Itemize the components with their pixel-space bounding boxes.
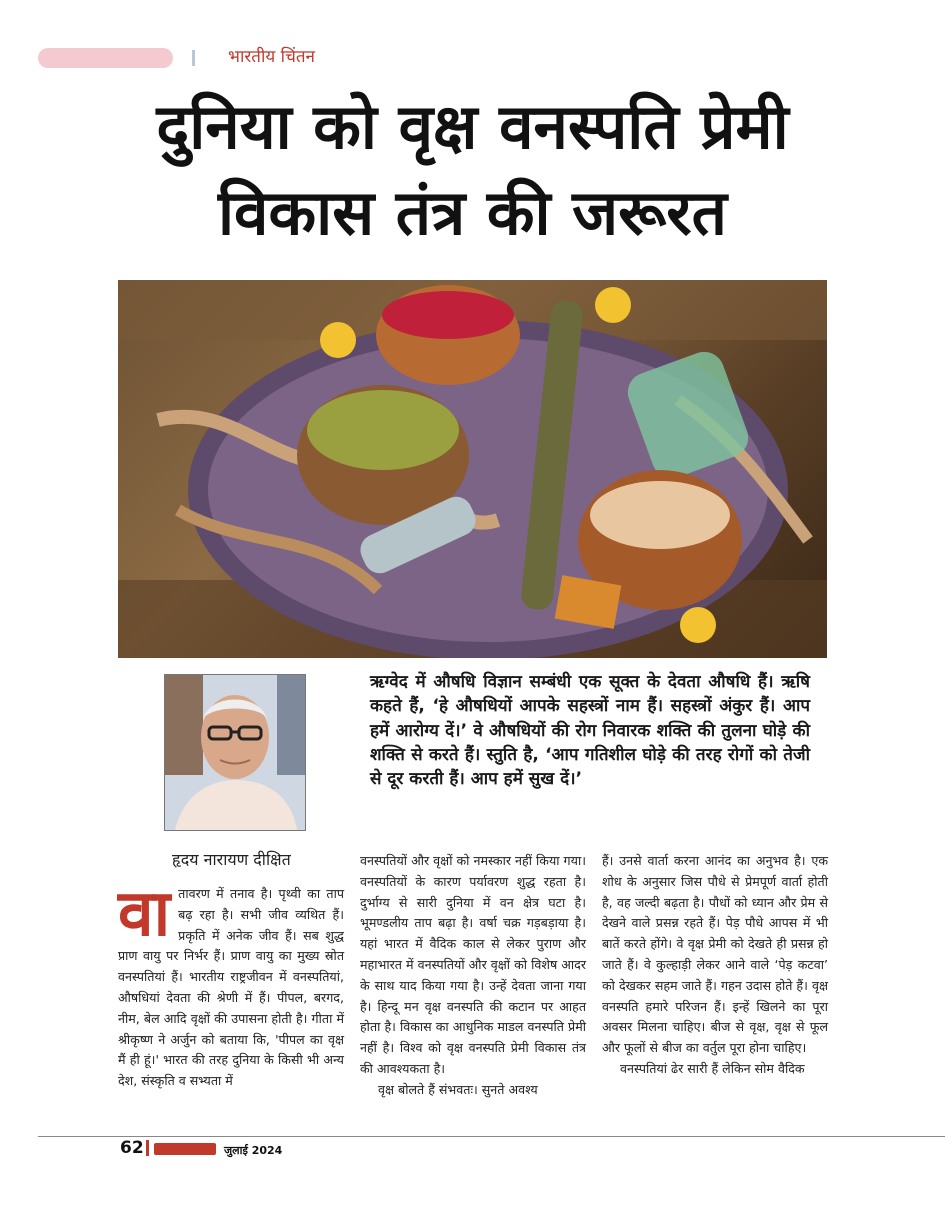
- column-3-paragraph-2: वनस्पतियां ढेर सारी हैं लेकिन सोम वैदिक: [620, 1060, 805, 1076]
- author-photo: [164, 674, 306, 831]
- headline-line-1: दुनिया को वृक्ष वनस्पति प्रेमी: [156, 90, 789, 163]
- magazine-logo: [154, 1143, 216, 1155]
- pull-quote: ऋग्वेद में औषधि विज्ञान सम्बंधी एक सूक्त के देवता औषधि हैं। ऋषि कहते हैं, ‘हे औषधियों आपके सहस्त्रों नाम हैं। सहस्त्रों अंकुर हैं। आप हमें आरोग्य दें।’ वे औषधियों की रोग निवारक शक्ति की तुलना घोड़े की शक्ति से करते हैं। स्तुति है, ‘आप गतिशील घोड़े की तरह रोगों को तेजी से दूर करती हैं। आप हमें सुख दें।’: [370, 672, 810, 790]
- column-1-text: तावरण में तनाव है। पृथ्वी का ताप बढ़ रहा है। सभी जीव व्यथित हैं। प्रकृति में अनेक जीव हैं। सब शुद्ध प्राण वायु पर निर्भर हैं। प्राण वायु का मुख्य स्रोत वनस्पतियां हैं। भारतीय राष्ट्रजीवन में वनस्पतियां, औषधियां देवता की श्रेणी में हैं। पीपल, बरगद, नीम, बेल आदि वृक्षों की उपासना होती है। गीता में श्रीकृष्ण ने अर्जुन को बताया कि, 'पीपल का वृक्ष मैं ही हूं।' भारत की तरह दुनिया के किसी भी अन्य देश, संस्कृति व सभ्यता में: [118, 886, 344, 1089]
- article-column-2: [360, 851, 586, 1101]
- headline-line-2: विकास तंत्र की जरूरत: [218, 176, 727, 249]
- hero-image-herbs: [118, 280, 827, 658]
- article-column-3: [602, 851, 828, 1080]
- section-label: भारतीय चिंतन: [228, 47, 315, 67]
- article-column-1: [118, 877, 344, 1092]
- column-2-paragraph-2: वृक्ष बोलते हैं संभवतः। सुनते अवश्य: [378, 1081, 538, 1097]
- footer-divider: [38, 1136, 945, 1137]
- drop-cap: वा: [118, 877, 171, 951]
- section-pill: [38, 48, 173, 68]
- column-2-paragraph-1: वनस्पतियों और वृक्षों को नमस्कार नहीं किया गया। वनस्पतियों के कारण पर्यावरण शुद्ध रहता है। दुर्भाग्य से सारी दुनिया में वन क्षेत्र घटा है। भूमण्डलीय ताप बढ़ा है। वर्षा चक्र गड़बड़ाया है। यहां भारत में वैदिक काल से लेकर पुराण और महाभारत में वनस्पतियों और वृक्षों को विशेष आदर के साथ याद किया गया है। उन्हें देवता जाना गया है। हिन्दू मन वृक्ष वनस्पति की कटान पर आहत होता है। विकास का आधुनिक माडल वनस्पति प्रेमी नहीं है। विश्व को वृक्ष वनस्पति प्रेमी विकास तंत्र की आवश्यकता है।: [360, 853, 586, 1076]
- author-name: हृदय नारायण दीक्षित: [172, 850, 291, 869]
- column-3-paragraph-1: हैं। उनसे वार्ता करना आनंद का अनुभव है। एक शोध के अनुसार जिस पौधे से प्रेमपूर्ण वार्ता होती है, वह जल्दी बढ़ता है। पौधों को ध्यान और प्रेम से देखने वाले प्रसन्न रहते हैं। पेड़ पौधे आपस में भी बातें करते होंगे। वे वृक्ष प्रेमी को देखते ही प्रसन्न हो जाते हैं। वे कुल्हाड़ी लेकर आने वाले ‘पेड़ कटवा’ को देखकर सहम जाते हैं। गहन उदास होते हैं। वृक्ष वनस्पति हमारे परिजन हैं। इन्हें खिलने का पूरा अवसर मिलना चाहिए। बीज से वृक्ष, वृक्ष से फूल और फूलों से बीज का वर्तुल पूरा होना चाहिए।: [602, 853, 828, 1056]
- page-number: 62: [120, 1138, 144, 1158]
- issue-date: जुलाई 2024: [224, 1144, 283, 1157]
- page-number-bar: [146, 1140, 149, 1156]
- section-separator: [192, 50, 195, 66]
